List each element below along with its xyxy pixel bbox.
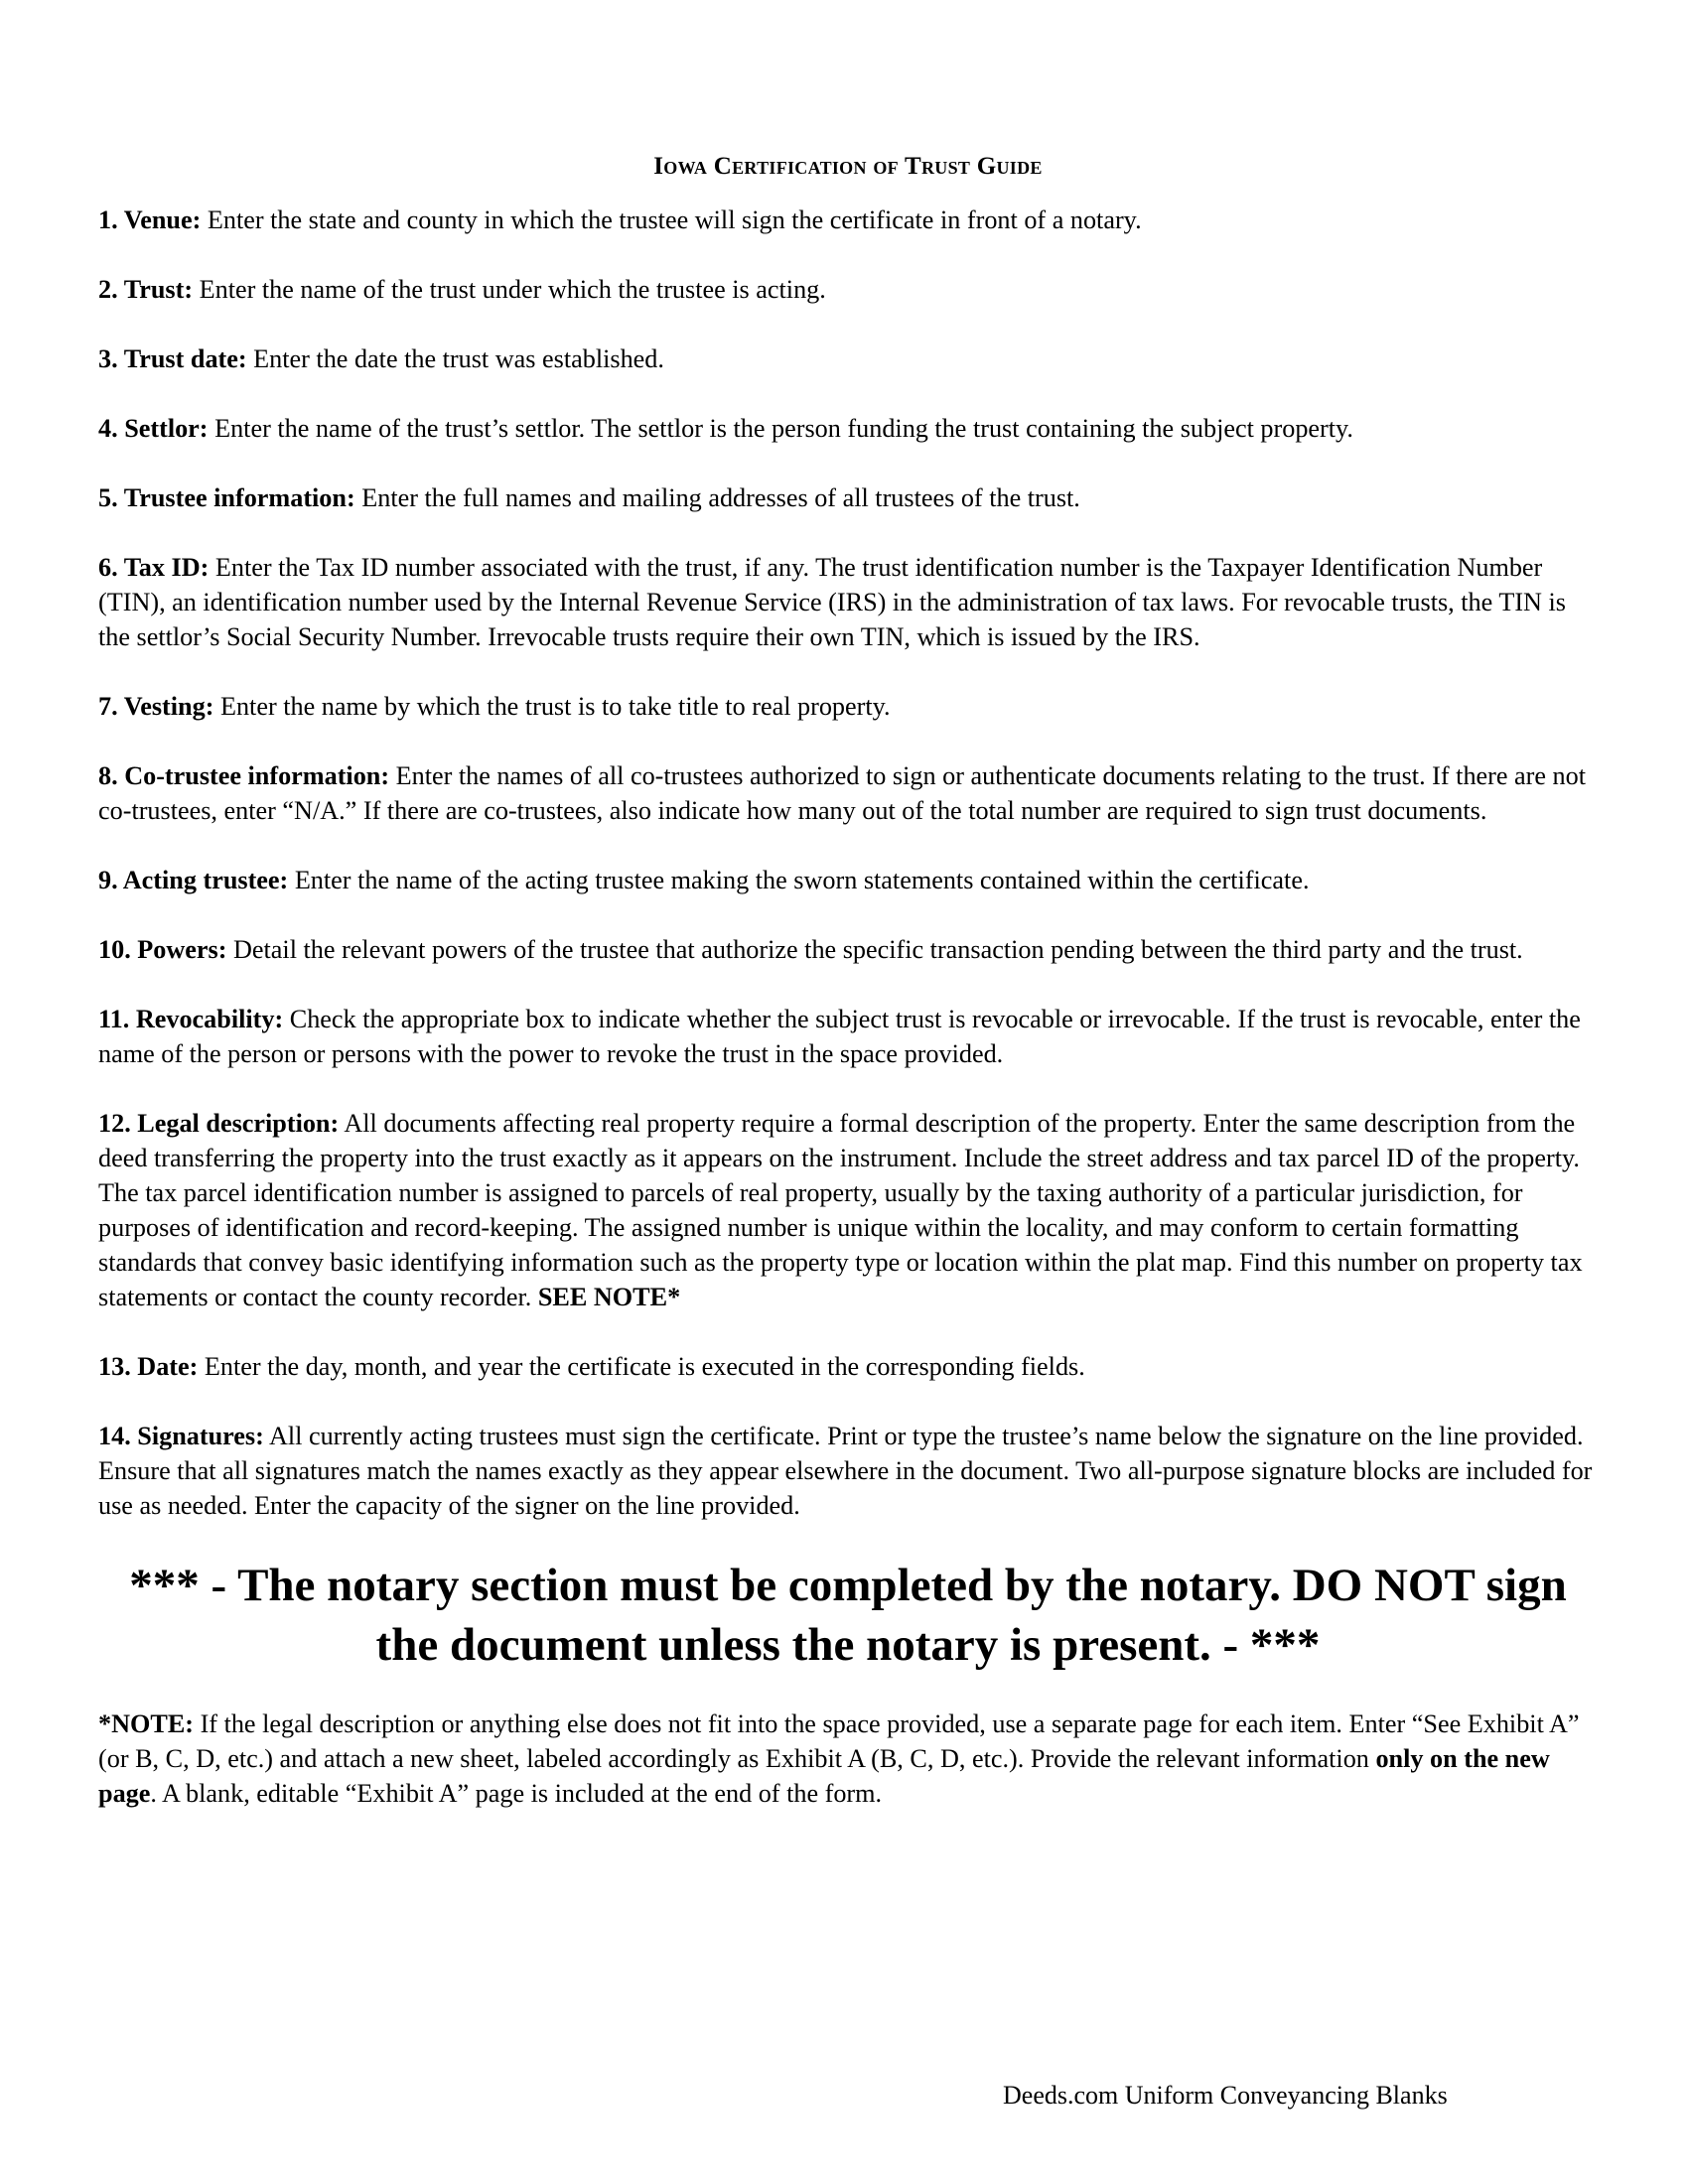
- document-title: Iowa Certification of Trust Guide: [653, 153, 1043, 180]
- item-text: Enter the name of the acting trustee making the sworn statements contained within the certificate.: [288, 866, 1310, 894]
- item-label: 2. Trust:: [98, 275, 194, 304]
- item-text: Enter the Tax ID number associated with the trust, if any. The trust identification number is the Taxpayer Identification Number (TIN), an identification number used by the Internal Revenue Service (IRS) in the administration of tax laws. For revocable trusts, the TIN is the settlor’s Social Security Number. Irrevocable trusts require their own TIN, which is issued by the IRS.: [98, 553, 1566, 651]
- guide-item-co-trustee-information: [98, 758, 1598, 828]
- item-text: Enter the date the trust was established.: [246, 344, 664, 373]
- guide-item-trust: [98, 272, 1598, 307]
- item-text: All documents affecting real property require a formal description of the property. Enter the same description from the deed transferring the property into the trust exactly as it appears on the instrument. Include the street address and tax parcel ID of the property. The tax parcel identification number is assigned to parcels of real property, usually by the taxing authority of a particular jurisdiction, for purposes of identification and record-keeping. The assigned number is unique within the locality, and may conform to certain formatting standards that convey basic identifying information such as the property type or location within the plat map. Find this number on property tax statements or contact the county recorder.: [98, 1109, 1583, 1311]
- item-label: 14. Signatures:: [98, 1422, 264, 1450]
- item-text: All currently acting trustees must sign the certificate. Print or type the trustee’s name below the signature on the line provided. Ensure that all signatures match the names exactly as they appear elsewhere in the document. Two all-purpose signature blocks are included for use as needed. Enter the capacity of the signer on the line provided.: [98, 1422, 1593, 1520]
- guide-item-venue: [98, 203, 1598, 237]
- item-text: Enter the name of the trust’s settlor. The settlor is the person funding the trust containing the subject property.: [208, 414, 1353, 443]
- item-text: Check the appropriate box to indicate whether the subject trust is revocable or irrevocable. If the trust is revocable, enter the name of the person or persons with the power to revoke the trust in the space provided.: [98, 1005, 1581, 1068]
- guide-item-trust-date: [98, 341, 1598, 376]
- item-label: 7. Vesting:: [98, 692, 214, 721]
- item-text: Enter the name by which the trust is to take title to real property.: [213, 692, 891, 721]
- item-label: 6. Tax ID:: [98, 553, 210, 582]
- notary-warning: *** - The notary section must be completed by the notary. DO NOT sign the document unless the notary is present. - ***: [129, 1560, 1567, 1671]
- guide-item-trustee-information: [98, 480, 1598, 515]
- item-label: 12. Legal description:: [98, 1109, 340, 1138]
- item-label: 13. Date:: [98, 1352, 199, 1381]
- item-label: 11. Revocability:: [98, 1005, 284, 1033]
- document-page: [98, 149, 1598, 1811]
- item-text: Enter the day, month, and year the certificate is executed in the corresponding fields.: [198, 1352, 1085, 1381]
- item-text: Enter the full names and mailing addresses of all trustees of the trust.: [354, 483, 1080, 512]
- item-text: Enter the names of all co-trustees authorized to sign or authenticate documents relating to the trust. If there are not co-trustees, enter “N/A.” If there are co-trustees, also indicate how many out of the total number are required to sign trust documents.: [98, 761, 1587, 825]
- guide-item-signatures: [98, 1419, 1598, 1523]
- guide-item-acting-trustee: [98, 863, 1598, 897]
- item-text: Enter the name of the trust under which the trustee is acting.: [193, 275, 826, 304]
- note-bold-text: only on the new page: [98, 1744, 1550, 1808]
- note-label: *NOTE:: [98, 1709, 195, 1738]
- guide-item-powers: [98, 932, 1598, 967]
- item-label: 1. Venue:: [98, 205, 202, 234]
- item-label: 3. Trust date:: [98, 344, 247, 373]
- guide-item-date: [98, 1349, 1598, 1384]
- item-text: Enter the state and county in which the trustee will sign the certificate in front of a notary.: [201, 205, 1142, 234]
- see-note-reference: SEE NOTE*: [537, 1283, 681, 1311]
- note-text-part-1: If the legal description or anything else does not fit into the space provided, use a separate page for each item. Enter “See Exhibit A” (or B, C, D, etc.) and attach a new sheet, labeled accordingly as Exhibit A (B, C, D, etc.). Provide the relevant information: [98, 1709, 1580, 1773]
- item-text: Detail the relevant powers of the trustee that authorize the specific transaction pending between the third party and the trust.: [226, 935, 1523, 964]
- item-label: 5. Trustee information:: [98, 483, 355, 512]
- guide-item-tax-id: [98, 550, 1598, 654]
- footer-brand-text: Deeds.com Uniform Conveyancing Blanks: [1003, 2081, 1448, 2110]
- exhibit-note: [98, 1706, 1598, 1811]
- item-label: 10. Powers:: [98, 935, 227, 964]
- note-text-part-2: . A blank, editable “Exhibit A” page is included at the end of the form.: [150, 1779, 883, 1808]
- item-label: 4. Settlor:: [98, 414, 209, 443]
- guide-item-settlor: [98, 411, 1598, 446]
- item-label: 9. Acting trustee:: [98, 866, 289, 894]
- guide-item-legal-description: [98, 1106, 1598, 1314]
- guide-item-vesting: [98, 689, 1598, 724]
- guide-item-revocability: [98, 1002, 1598, 1071]
- item-label: 8. Co-trustee information:: [98, 761, 390, 790]
